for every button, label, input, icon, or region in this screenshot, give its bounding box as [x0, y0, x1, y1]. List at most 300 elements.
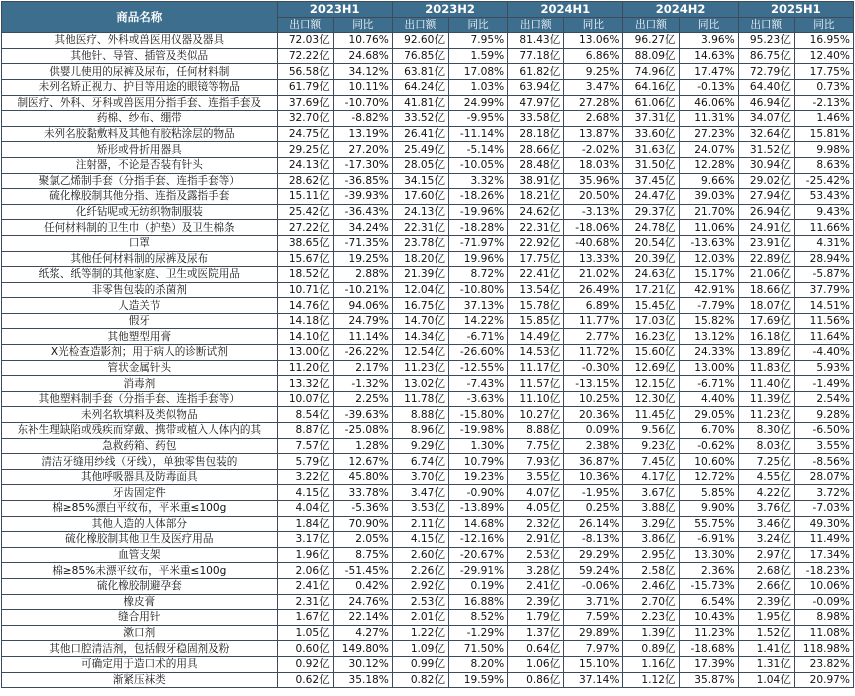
export-amount-cell: 3.22亿 — [277, 469, 333, 485]
export-amount-cell: 2.31亿 — [277, 594, 333, 610]
export-amount-cell: 24.62亿 — [508, 204, 564, 220]
column-header-period: 2024H2 — [623, 2, 738, 18]
yoy-change-cell: 59.24% — [564, 563, 623, 579]
table-row — [2, 610, 854, 626]
yoy-change-cell: 0.73% — [794, 79, 853, 95]
column-header-yoy: 同比 — [679, 17, 738, 33]
column-header-export-amount: 出口额 — [392, 17, 448, 33]
product-name-cell: 棉≥85%漂白平纹布，平米重≤100g — [2, 501, 278, 517]
product-name-cell: 非零售包装的杀菌剂 — [2, 282, 278, 298]
table-row — [2, 360, 854, 376]
export-amount-cell: 31.50亿 — [623, 157, 679, 173]
yoy-change-cell: 28.94% — [794, 251, 853, 267]
yoy-change-cell: 11.64% — [794, 329, 853, 345]
yoy-change-cell: 35.87% — [679, 672, 738, 688]
yoy-change-cell: 27.20% — [333, 142, 392, 158]
export-amount-cell: 2.41亿 — [508, 578, 564, 594]
export-amount-cell: 22.89亿 — [738, 251, 794, 267]
export-amount-cell: 28.66亿 — [508, 142, 564, 158]
yoy-change-cell: 17.39% — [679, 656, 738, 672]
table-row — [2, 438, 854, 454]
export-amount-cell: 10.27亿 — [508, 407, 564, 423]
table-row — [2, 111, 854, 127]
product-name-cell: 未列名胶黏敷料及其他有胶粘涂层的物品 — [2, 126, 278, 142]
export-amount-cell: 7.93亿 — [508, 454, 564, 470]
export-amount-cell: 12.54亿 — [392, 345, 448, 361]
export-amount-cell: 17.21亿 — [623, 282, 679, 298]
yoy-change-cell: 11.08% — [794, 625, 853, 641]
table-row — [2, 48, 854, 64]
export-amount-cell: 2.41亿 — [277, 578, 333, 594]
yoy-change-cell: 29.89% — [564, 625, 623, 641]
yoy-change-cell: 19.25% — [333, 251, 392, 267]
yoy-change-cell: 13.30% — [679, 547, 738, 563]
yoy-change-cell: -29.91% — [449, 563, 508, 579]
export-amount-cell: 96.27亿 — [623, 33, 679, 49]
yoy-change-cell: -0.30% — [564, 360, 623, 376]
export-amount-cell: 22.92亿 — [508, 235, 564, 251]
export-amount-cell: 14.70亿 — [392, 313, 448, 329]
table-row — [2, 267, 854, 283]
table-row — [2, 656, 854, 672]
yoy-change-cell: 39.03% — [679, 189, 738, 205]
export-amount-cell: 1.37亿 — [508, 625, 564, 641]
yoy-change-cell: 34.24% — [333, 220, 392, 236]
yoy-change-cell: 5.93% — [794, 360, 853, 376]
product-name-cell: 供婴儿使用的尿裤及尿布，任何材料制 — [2, 64, 278, 80]
yoy-change-cell: 13.06% — [564, 33, 623, 49]
export-amount-cell: 18.66亿 — [738, 282, 794, 298]
yoy-change-cell: 16.88% — [449, 594, 508, 610]
export-amount-cell: 0.64亿 — [508, 641, 564, 657]
export-amount-cell: 2.11亿 — [392, 516, 448, 532]
yoy-change-cell: -10.05% — [449, 157, 508, 173]
table-row — [2, 423, 854, 439]
yoy-change-cell: 10.60% — [679, 454, 738, 470]
table-row — [2, 594, 854, 610]
product-name-cell: 制医疗、外科、牙科或兽医用分指手套、连指手套及 — [2, 95, 278, 111]
yoy-change-cell: 27.23% — [679, 126, 738, 142]
export-amount-cell: 10.07亿 — [277, 391, 333, 407]
export-amount-cell: 28.48亿 — [508, 157, 564, 173]
table-row — [2, 501, 854, 517]
product-name-cell: 可确定用于造口术的用具 — [2, 656, 278, 672]
yoy-change-cell: 24.76% — [333, 594, 392, 610]
export-amount-cell: 2.95亿 — [623, 547, 679, 563]
table-body — [2, 33, 854, 688]
export-amount-cell: 15.11亿 — [277, 189, 333, 205]
yoy-change-cell: 17.75% — [794, 64, 853, 80]
yoy-change-cell: -6.71% — [449, 329, 508, 345]
yoy-change-cell: 26.14% — [564, 516, 623, 532]
export-amount-cell: 24.91亿 — [738, 220, 794, 236]
export-amount-cell: 15.78亿 — [508, 298, 564, 314]
export-amount-cell: 1.09亿 — [392, 641, 448, 657]
export-amount-cell: 2.23亿 — [623, 610, 679, 626]
export-amount-cell: 3.55亿 — [508, 469, 564, 485]
table-row — [2, 469, 854, 485]
export-amount-cell: 20.39亿 — [623, 251, 679, 267]
yoy-change-cell: 8.20% — [449, 656, 508, 672]
yoy-change-cell: 4.27% — [333, 625, 392, 641]
product-name-cell: 矫形或骨折用器具 — [2, 142, 278, 158]
export-amount-cell: 8.88亿 — [392, 407, 448, 423]
export-amount-cell: 56.58亿 — [277, 64, 333, 80]
export-amount-cell: 3.53亿 — [392, 501, 448, 517]
yoy-change-cell: 10.76% — [333, 33, 392, 49]
product-name-cell: 假牙 — [2, 313, 278, 329]
export-amount-cell: 1.22亿 — [392, 625, 448, 641]
export-amount-cell: 0.89亿 — [623, 641, 679, 657]
export-amount-cell: 38.65亿 — [277, 235, 333, 251]
yoy-change-cell: 8.52% — [449, 610, 508, 626]
export-amount-cell: 3.70亿 — [392, 469, 448, 485]
table-row — [2, 516, 854, 532]
product-name-cell: 口罩 — [2, 235, 278, 251]
product-name-cell: 缝合用针 — [2, 610, 278, 626]
yoy-change-cell: -8.56% — [794, 454, 853, 470]
yoy-change-cell: 8.75% — [333, 547, 392, 563]
export-amount-cell: 63.94亿 — [508, 79, 564, 95]
yoy-change-cell: 46.06% — [679, 95, 738, 111]
yoy-change-cell: 45.80% — [333, 469, 392, 485]
product-name-cell: 其他呼吸器具及防毒面具 — [2, 469, 278, 485]
export-amount-cell: 2.66亿 — [738, 578, 794, 594]
yoy-change-cell: 11.72% — [564, 345, 623, 361]
yoy-change-cell: 17.47% — [679, 64, 738, 80]
export-amount-cell: 72.22亿 — [277, 48, 333, 64]
export-amount-cell: 18.52亿 — [277, 267, 333, 283]
export-amount-cell: 14.49亿 — [508, 329, 564, 345]
product-name-cell: 其他医疗、外科或兽医用仪器及器具 — [2, 33, 278, 49]
yoy-change-cell: 24.33% — [679, 345, 738, 361]
yoy-change-cell: 6.70% — [679, 423, 738, 439]
export-amount-cell: 28.18亿 — [508, 126, 564, 142]
table-row — [2, 204, 854, 220]
yoy-change-cell: -5.36% — [333, 501, 392, 517]
export-amount-cell: 2.32亿 — [508, 516, 564, 532]
export-amount-cell: 16.75亿 — [392, 298, 448, 314]
export-amount-cell: 2.53亿 — [508, 547, 564, 563]
export-amount-cell: 3.47亿 — [392, 485, 448, 501]
export-amount-cell: 2.01亿 — [392, 610, 448, 626]
yoy-change-cell: 35.18% — [333, 672, 392, 688]
export-amount-cell: 16.18亿 — [738, 329, 794, 345]
export-amount-cell: 46.94亿 — [738, 95, 794, 111]
product-name-cell: 橡皮膏 — [2, 594, 278, 610]
table-row — [2, 235, 854, 251]
export-amount-cell: 20.54亿 — [623, 235, 679, 251]
export-amount-cell: 12.15亿 — [623, 376, 679, 392]
yoy-change-cell: 0.09% — [564, 423, 623, 439]
yoy-change-cell: -3.13% — [564, 204, 623, 220]
export-amount-cell: 23.91亿 — [738, 235, 794, 251]
yoy-change-cell: 17.08% — [449, 64, 508, 80]
yoy-change-cell: 33.78% — [333, 485, 392, 501]
product-name-cell: 急救药箱、药包 — [2, 438, 278, 454]
export-amount-cell: 12.69亿 — [623, 360, 679, 376]
yoy-change-cell: 10.06% — [794, 578, 853, 594]
export-amount-cell: 21.06亿 — [738, 267, 794, 283]
yoy-change-cell: -0.90% — [449, 485, 508, 501]
yoy-change-cell: -39.63% — [333, 407, 392, 423]
column-header-export-amount: 出口额 — [738, 17, 794, 33]
export-amount-cell: 63.81亿 — [392, 64, 448, 80]
export-amount-cell: 22.41亿 — [508, 267, 564, 283]
column-header-yoy: 同比 — [564, 17, 623, 33]
export-amount-cell: 41.81亿 — [392, 95, 448, 111]
export-amount-cell: 64.16亿 — [623, 79, 679, 95]
yoy-change-cell: -12.55% — [449, 360, 508, 376]
export-amount-cell: 37.45亿 — [623, 173, 679, 189]
export-amount-cell: 72.79亿 — [738, 64, 794, 80]
export-amount-cell: 3.29亿 — [623, 516, 679, 532]
export-amount-cell: 11.20亿 — [277, 360, 333, 376]
product-name-cell: 未列名矫正视力、护目等用途的眼镜等物品 — [2, 79, 278, 95]
yoy-change-cell: 71.50% — [449, 641, 508, 657]
yoy-change-cell: 9.43% — [794, 204, 853, 220]
export-amount-cell: 29.02亿 — [738, 173, 794, 189]
export-amount-cell: 2.97亿 — [738, 547, 794, 563]
export-amount-cell: 25.42亿 — [277, 204, 333, 220]
export-amount-cell: 88.09亿 — [623, 48, 679, 64]
export-amount-cell: 4.15亿 — [392, 532, 448, 548]
table-row — [2, 298, 854, 314]
export-amount-cell: 8.03亿 — [738, 438, 794, 454]
column-header-yoy: 同比 — [449, 17, 508, 33]
export-amount-cell: 10.71亿 — [277, 282, 333, 298]
table-row — [2, 33, 854, 49]
export-amount-cell: 11.23亿 — [738, 407, 794, 423]
yoy-change-cell: -18.68% — [679, 641, 738, 657]
yoy-change-cell: 16.95% — [794, 33, 853, 49]
export-amount-cell: 34.15亿 — [392, 173, 448, 189]
export-amount-cell: 25.49亿 — [392, 142, 448, 158]
yoy-change-cell: -9.95% — [449, 111, 508, 127]
yoy-change-cell: 9.25% — [564, 64, 623, 80]
yoy-change-cell: 19.23% — [449, 469, 508, 485]
yoy-change-cell: 70.90% — [333, 516, 392, 532]
yoy-change-cell: 1.03% — [449, 79, 508, 95]
yoy-change-cell: 37.13% — [449, 298, 508, 314]
column-header-period: 2025H1 — [738, 2, 853, 18]
yoy-change-cell: -10.21% — [333, 282, 392, 298]
yoy-change-cell: 10.25% — [564, 391, 623, 407]
yoy-change-cell: 0.19% — [449, 578, 508, 594]
yoy-change-cell: -36.43% — [333, 204, 392, 220]
yoy-change-cell: 17.34% — [794, 547, 853, 563]
yoy-change-cell: -19.98% — [449, 423, 508, 439]
table-row — [2, 454, 854, 470]
yoy-change-cell: 8.98% — [794, 610, 853, 626]
export-amount-cell: 30.94亿 — [738, 157, 794, 173]
yoy-change-cell: 2.25% — [333, 391, 392, 407]
yoy-change-cell: -8.13% — [564, 532, 623, 548]
column-header-period: 2023H2 — [392, 2, 507, 18]
export-amount-cell: 4.07亿 — [508, 485, 564, 501]
export-amount-cell: 17.03亿 — [623, 313, 679, 329]
table-row — [2, 625, 854, 641]
export-amount-cell: 0.82亿 — [392, 672, 448, 688]
yoy-change-cell: 10.36% — [564, 469, 623, 485]
yoy-change-cell: 37.79% — [794, 282, 853, 298]
export-amount-cell: 1.79亿 — [508, 610, 564, 626]
export-amount-cell: 61.06亿 — [623, 95, 679, 111]
yoy-change-cell: 7.97% — [564, 641, 623, 657]
export-amount-cell: 2.91亿 — [508, 532, 564, 548]
yoy-change-cell: 34.12% — [333, 64, 392, 80]
yoy-change-cell: 23.82% — [794, 656, 853, 672]
yoy-change-cell: 149.80% — [333, 641, 392, 657]
yoy-change-cell: -7.79% — [679, 298, 738, 314]
export-amount-cell: 4.04亿 — [277, 501, 333, 517]
yoy-change-cell: -1.49% — [794, 376, 853, 392]
yoy-change-cell: 15.10% — [564, 656, 623, 672]
yoy-change-cell: 11.14% — [333, 329, 392, 345]
export-amount-cell: 61.82亿 — [508, 64, 564, 80]
yoy-change-cell: -1.29% — [449, 625, 508, 641]
yoy-change-cell: 37.14% — [564, 672, 623, 688]
yoy-change-cell: -6.71% — [679, 376, 738, 392]
table-header — [2, 2, 854, 33]
yoy-change-cell: 26.49% — [564, 282, 623, 298]
product-name-cell: 纸浆、纸等制的其他家庭、卫生或医院用品 — [2, 267, 278, 283]
product-name-cell: 渐紧压袜类 — [2, 672, 278, 688]
yoy-change-cell: -51.45% — [333, 563, 392, 579]
export-amount-cell: 32.70亿 — [277, 111, 333, 127]
yoy-change-cell: 13.00% — [679, 360, 738, 376]
export-amount-cell: 12.04亿 — [392, 282, 448, 298]
yoy-change-cell: 14.51% — [794, 298, 853, 314]
export-amount-cell: 18.20亿 — [392, 251, 448, 267]
table-row — [2, 563, 854, 579]
export-amount-cell: 0.86亿 — [508, 672, 564, 688]
table-row — [2, 547, 854, 563]
export-amount-cell: 11.10亿 — [508, 391, 564, 407]
yoy-change-cell: 9.90% — [679, 501, 738, 517]
export-amount-cell: 2.26亿 — [392, 563, 448, 579]
export-amount-cell: 0.99亿 — [392, 656, 448, 672]
yoy-change-cell: 49.30% — [794, 516, 853, 532]
export-amount-cell: 11.23亿 — [392, 360, 448, 376]
yoy-change-cell: -25.08% — [333, 423, 392, 439]
export-amount-cell: 9.29亿 — [392, 438, 448, 454]
yoy-change-cell: -0.06% — [564, 578, 623, 594]
export-amount-cell: 13.89亿 — [738, 345, 794, 361]
export-amount-cell: 2.53亿 — [392, 594, 448, 610]
product-name-cell: 化纤钻呢或无纺织物制服装 — [2, 204, 278, 220]
export-amount-cell: 2.06亿 — [277, 563, 333, 579]
yoy-change-cell: 35.96% — [564, 173, 623, 189]
export-amount-cell: 33.60亿 — [623, 126, 679, 142]
column-header-export-amount: 出口额 — [508, 17, 564, 33]
column-header-yoy: 同比 — [333, 17, 392, 33]
yoy-change-cell: -10.70% — [333, 95, 392, 111]
export-amount-cell: 3.67亿 — [623, 485, 679, 501]
yoy-change-cell: 13.33% — [564, 251, 623, 267]
yoy-change-cell: 1.30% — [449, 438, 508, 454]
export-amount-cell: 24.75亿 — [277, 126, 333, 142]
yoy-change-cell: 14.63% — [679, 48, 738, 64]
yoy-change-cell: -18.28% — [449, 220, 508, 236]
yoy-change-cell: 4.31% — [794, 235, 853, 251]
export-amount-cell: 61.79亿 — [277, 79, 333, 95]
yoy-change-cell: 2.36% — [679, 563, 738, 579]
table-row — [2, 173, 854, 189]
yoy-change-cell: 29.29% — [564, 547, 623, 563]
product-name-cell: 其他塑型用膏 — [2, 329, 278, 345]
export-amount-cell: 1.05亿 — [277, 625, 333, 641]
product-name-cell: 管状金属针头 — [2, 360, 278, 376]
yoy-change-cell: 9.66% — [679, 173, 738, 189]
export-amount-cell: 27.94亿 — [738, 189, 794, 205]
yoy-change-cell: 118.98% — [794, 641, 853, 657]
yoy-change-cell: -18.23% — [794, 563, 853, 579]
yoy-change-cell: 8.72% — [449, 267, 508, 283]
export-amount-cell: 4.15亿 — [277, 485, 333, 501]
export-amount-cell: 2.70亿 — [623, 594, 679, 610]
product-name-cell: 其他针、导管、插管及类似品 — [2, 48, 278, 64]
yoy-change-cell: 22.14% — [333, 610, 392, 626]
yoy-change-cell: -0.09% — [794, 594, 853, 610]
yoy-change-cell: -18.26% — [449, 189, 508, 205]
table-row — [2, 282, 854, 298]
yoy-change-cell: 11.56% — [794, 313, 853, 329]
export-amount-cell: 2.58亿 — [623, 563, 679, 579]
export-amount-cell: 17.69亿 — [738, 313, 794, 329]
export-amount-cell: 8.88亿 — [508, 423, 564, 439]
yoy-change-cell: -1.32% — [333, 376, 392, 392]
export-amount-cell: 3.28亿 — [508, 563, 564, 579]
yoy-change-cell: -19.96% — [449, 204, 508, 220]
export-amount-cell: 14.53亿 — [508, 345, 564, 361]
yoy-change-cell: -1.95% — [564, 485, 623, 501]
yoy-change-cell: -18.06% — [564, 220, 623, 236]
export-amount-cell: 32.64亿 — [738, 126, 794, 142]
yoy-change-cell: -4.40% — [794, 345, 853, 361]
product-name-cell: 硫化橡胶制避孕套 — [2, 578, 278, 594]
product-name-cell: 药棉、纱布、绷带 — [2, 111, 278, 127]
export-amount-cell: 8.30亿 — [738, 423, 794, 439]
yoy-change-cell: 7.59% — [564, 610, 623, 626]
product-name-cell: 其他人造的人体部分 — [2, 516, 278, 532]
yoy-change-cell: 7.95% — [449, 33, 508, 49]
yoy-change-cell: -17.30% — [333, 157, 392, 173]
export-amount-cell: 6.74亿 — [392, 454, 448, 470]
yoy-change-cell: 10.11% — [333, 79, 392, 95]
table-row — [2, 407, 854, 423]
yoy-change-cell: -7.43% — [449, 376, 508, 392]
yoy-change-cell: 24.68% — [333, 48, 392, 64]
export-amount-cell: 28.62亿 — [277, 173, 333, 189]
table-row — [2, 142, 854, 158]
yoy-change-cell: 11.49% — [794, 532, 853, 548]
export-amount-cell: 8.96亿 — [392, 423, 448, 439]
export-data-table — [1, 1, 854, 688]
export-amount-cell: 13.02亿 — [392, 376, 448, 392]
export-amount-cell: 17.60亿 — [392, 189, 448, 205]
export-amount-cell: 7.57亿 — [277, 438, 333, 454]
yoy-change-cell: -71.35% — [333, 235, 392, 251]
export-amount-cell: 86.75亿 — [738, 48, 794, 64]
product-name-cell: 其他塑料制手套（分指手套、连指手套等） — [2, 391, 278, 407]
yoy-change-cell: -13.89% — [449, 501, 508, 517]
yoy-change-cell: 3.96% — [679, 33, 738, 49]
yoy-change-cell: 3.32% — [449, 173, 508, 189]
product-name-cell: 棉≥85%未漂平纹布，平米重≤100g — [2, 563, 278, 579]
yoy-change-cell: 6.89% — [564, 298, 623, 314]
export-amount-cell: 0.92亿 — [277, 656, 333, 672]
